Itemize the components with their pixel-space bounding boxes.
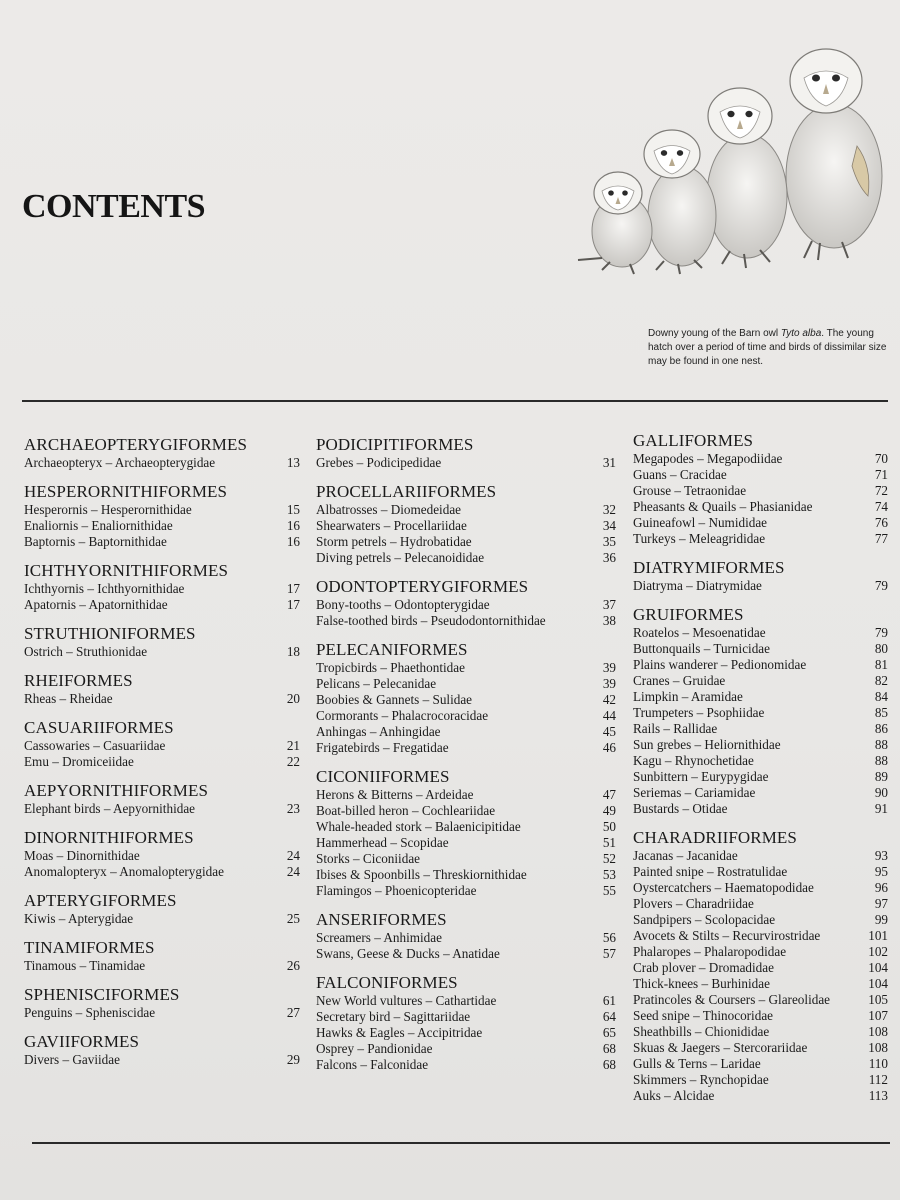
contents-entry <box>633 1088 888 1104</box>
family-name: Sun grebes – Heliornithidae <box>633 737 781 752</box>
page-number: 79 <box>874 578 888 593</box>
page-number: 56 <box>602 930 616 945</box>
page-number: 88 <box>874 753 888 768</box>
family-name: Ichthyornis – Ichthyornithidae <box>24 581 185 596</box>
family-name: Anomalopteryx – Anomalopterygidae <box>24 864 224 879</box>
family-name: Divers – Gaviidae <box>24 1052 120 1067</box>
order-section <box>316 767 616 899</box>
order-section <box>316 910 616 962</box>
family-name: False-toothed birds – Pseudodontornithidae <box>316 613 546 628</box>
page-number: 37 <box>602 597 616 612</box>
page-number: 95 <box>874 864 888 879</box>
family-name: Auks – Alcidae <box>633 1088 715 1103</box>
owl-chick-medium <box>644 130 716 274</box>
order-heading: SPHENISCIFORMES <box>24 985 180 1004</box>
contents-entry <box>633 785 888 801</box>
contents-entry <box>633 864 888 880</box>
order-section <box>24 1032 300 1068</box>
contents-entry <box>633 928 888 944</box>
page-number: 46 <box>602 740 616 755</box>
contents-entry <box>633 1040 888 1056</box>
family-name: Enaliornis – Enaliornithidae <box>24 518 173 533</box>
family-name: Osprey – Pandionidae <box>316 1041 433 1056</box>
order-heading: HESPERORNITHIFORMES <box>24 482 228 501</box>
contents-entry <box>316 819 616 835</box>
contents-entry <box>316 692 616 708</box>
page-number: 26 <box>286 958 300 973</box>
contents-entry <box>633 657 888 673</box>
page-number: 35 <box>602 534 616 549</box>
family-name: Penguins – Spheniscidae <box>24 1005 156 1020</box>
contents-entry <box>316 835 616 851</box>
order-section <box>24 985 300 1021</box>
contents-entry <box>633 848 888 864</box>
page-number: 16 <box>286 534 300 549</box>
family-name: Pelicans – Pelecanidae <box>316 676 437 691</box>
order-heading: ODONTOPTERYGIFORMES <box>316 577 529 596</box>
family-name: Bony-tooths – Odontopterygidae <box>316 597 490 612</box>
contents-entry <box>316 867 616 883</box>
contents-entry <box>24 518 300 534</box>
family-name: Secretary bird – Sagittariidae <box>316 1009 471 1024</box>
page-number: 24 <box>286 864 300 879</box>
page-number: 57 <box>602 946 616 961</box>
contents-entry <box>316 851 616 867</box>
contents-entry <box>316 455 616 471</box>
page-number: 96 <box>874 880 888 895</box>
page-number: 22 <box>286 754 300 769</box>
order-section <box>316 577 616 629</box>
contents-entry <box>316 946 616 962</box>
page-number: 82 <box>874 673 888 688</box>
contents-entry <box>316 1057 616 1073</box>
contents-entry <box>316 502 616 518</box>
family-name: Cassowaries – Casuariidae <box>24 738 166 753</box>
contents-entry <box>24 455 300 471</box>
contents-entry <box>316 597 616 613</box>
family-name: Albatrosses – Diomedeidae <box>316 502 462 517</box>
family-name: Hammerhead – Scopidae <box>316 835 449 850</box>
family-name: Flamingos – Phoenicopteridae <box>316 883 477 898</box>
contents-entry <box>316 613 616 629</box>
order-section <box>24 781 300 817</box>
contents-entry <box>633 705 888 721</box>
contents-entry <box>316 993 616 1009</box>
page-number: 89 <box>874 769 888 784</box>
page-number: 23 <box>286 801 300 816</box>
family-name: Storm petrels – Hydrobatidae <box>316 534 472 549</box>
order-heading: CHARADRIIFORMES <box>633 828 797 847</box>
top-divider <box>22 400 888 402</box>
contents-entry <box>633 451 888 467</box>
contents-entry <box>633 625 888 641</box>
page-number: 55 <box>602 883 616 898</box>
page-number: 49 <box>602 803 616 818</box>
order-section <box>633 828 888 1104</box>
contents-entry <box>633 1056 888 1072</box>
contents-entry <box>633 912 888 928</box>
family-name: Turkeys – Meleagrididae <box>633 531 766 546</box>
family-name: Archaeopteryx – Archaeopterygidae <box>24 455 216 470</box>
page-number: 81 <box>874 657 888 672</box>
contents-entry <box>316 660 616 676</box>
page-number: 47 <box>602 787 616 802</box>
family-name: Diving petrels – Pelecanoididae <box>316 550 485 565</box>
contents-entry <box>24 691 300 707</box>
family-name: Sunbittern – Eurypygidae <box>633 769 769 784</box>
contents-entry <box>633 896 888 912</box>
contents-entry <box>316 676 616 692</box>
family-name: Painted snipe – Rostratulidae <box>633 864 788 879</box>
order-heading: GRUIFORMES <box>633 605 744 624</box>
family-name: Tinamous – Tinamidae <box>24 958 146 973</box>
contents-entry <box>633 721 888 737</box>
page-number: 88 <box>874 737 888 752</box>
family-name: New World vultures – Cathartidae <box>316 993 497 1008</box>
page-number: 31 <box>602 455 616 470</box>
page-number: 42 <box>602 692 616 707</box>
caption-species-name: Tyto alba <box>780 328 822 339</box>
family-name: Falcons – Falconidae <box>316 1057 429 1072</box>
owl-chick-large <box>786 49 882 260</box>
page-number: 36 <box>602 550 616 565</box>
order-heading: ARCHAEOPTERYGIFORMES <box>24 435 248 454</box>
order-heading: ICHTHYORNITHIFORMES <box>24 561 229 580</box>
page-number: 107 <box>868 1008 888 1023</box>
contents-entry <box>633 769 888 785</box>
family-name: Herons & Bitterns – Ardeidae <box>316 787 474 802</box>
contents-entry <box>316 883 616 899</box>
owl-chick-small <box>578 172 652 274</box>
order-heading: RHEIFORMES <box>24 671 133 690</box>
page-number: 61 <box>602 993 616 1008</box>
contents-entry <box>633 737 888 753</box>
contents-entry <box>24 754 300 770</box>
bottom-divider <box>32 1142 890 1144</box>
contents-entry <box>316 1025 616 1041</box>
family-name: Frigatebirds – Fregatidae <box>316 740 449 755</box>
contents-entry <box>24 534 300 550</box>
family-name: Anhingas – Anhingidae <box>316 724 441 739</box>
family-name: Avocets & Stilts – Recurvirostridae <box>633 928 821 943</box>
page-number: 91 <box>874 801 888 816</box>
page-number: 16 <box>286 518 300 533</box>
family-name: Sandpipers – Scolopacidae <box>633 912 776 927</box>
contents-entry <box>633 578 888 594</box>
family-name: Ostrich – Struthionidae <box>24 644 148 659</box>
contents-entry <box>24 597 300 613</box>
family-name: Buttonquails – Turnicidae <box>633 641 771 656</box>
family-name: Emu – Dromiceiidae <box>24 754 134 769</box>
page-number: 110 <box>868 1056 888 1071</box>
page-number: 108 <box>868 1040 888 1055</box>
family-name: Seriemas – Cariamidae <box>633 785 756 800</box>
order-heading: GAVIIFORMES <box>24 1032 140 1051</box>
family-name: Grouse – Tetraonidae <box>633 483 747 498</box>
family-name: Plains wanderer – Pedionomidae <box>633 657 807 672</box>
order-section <box>316 482 616 566</box>
page-number: 70 <box>874 451 888 466</box>
order-heading: FALCONIFORMES <box>316 973 458 992</box>
page-number: 112 <box>868 1072 888 1087</box>
page-number: 104 <box>868 960 888 975</box>
family-name: Hawks & Eagles – Accipitridae <box>316 1025 483 1040</box>
family-name: Megapodes – Megapodiidae <box>633 451 783 466</box>
order-section <box>316 640 616 756</box>
page-number: 65 <box>602 1025 616 1040</box>
order-heading: TINAMIFORMES <box>24 938 155 957</box>
family-name: Jacanas – Jacanidae <box>633 848 738 863</box>
page-number: 90 <box>874 785 888 800</box>
order-section <box>633 558 888 594</box>
page-number: 24 <box>286 848 300 863</box>
family-name: Whale-headed stork – Balaenicipitidae <box>316 819 521 834</box>
family-name: Cormorants – Phalacrocoracidae <box>316 708 489 723</box>
page-number: 80 <box>874 641 888 656</box>
page-number: 84 <box>874 689 888 704</box>
family-name: Pheasants & Quails – Phasianidae <box>633 499 813 514</box>
contents-entry <box>633 1008 888 1024</box>
page-number: 104 <box>868 976 888 991</box>
contents-entry <box>633 515 888 531</box>
order-heading: CASUARIIFORMES <box>24 718 174 737</box>
contents-entry <box>24 801 300 817</box>
contents-column-2 <box>316 435 616 1084</box>
contents-entry <box>633 944 888 960</box>
order-section <box>633 431 888 547</box>
page-number: 105 <box>868 992 888 1007</box>
page-number: 32 <box>602 502 616 517</box>
page-number: 29 <box>286 1052 300 1067</box>
family-name: Grebes – Podicipedidae <box>316 455 442 470</box>
family-name: Roatelos – Mesoenatidae <box>633 625 766 640</box>
page-number: 39 <box>602 660 616 675</box>
contents-entry <box>633 976 888 992</box>
order-section <box>633 605 888 817</box>
contents-entry <box>24 738 300 754</box>
page-number: 86 <box>874 721 888 736</box>
barn-owl-chicks-illustration <box>572 36 892 281</box>
contents-entry <box>633 673 888 689</box>
page-number: 34 <box>602 518 616 533</box>
family-name: Elephant birds – Aepyornithidae <box>24 801 196 816</box>
order-section <box>24 624 300 660</box>
page-number: 79 <box>874 625 888 640</box>
family-name: Crab plover – Dromadidae <box>633 960 774 975</box>
page-number: 77 <box>874 531 888 546</box>
contents-entry <box>316 534 616 550</box>
contents-entry <box>633 483 888 499</box>
order-heading: ANSERIFORMES <box>316 910 447 929</box>
family-name: Moas – Dinornithidae <box>24 848 140 863</box>
family-name: Diatryma – Diatrymidae <box>633 578 762 593</box>
owl-chick-medium-large <box>707 88 787 268</box>
family-name: Bustards – Otidae <box>633 801 728 816</box>
contents-entry <box>316 787 616 803</box>
order-heading: DINORNITHIFORMES <box>24 828 194 847</box>
contents-entry <box>633 992 888 1008</box>
order-section <box>24 561 300 613</box>
page-number: 71 <box>874 467 888 482</box>
page-title: CONTENTS <box>22 188 206 225</box>
contents-entry <box>633 689 888 705</box>
order-section <box>24 938 300 974</box>
order-heading: STRUTHIONIFORMES <box>24 624 196 643</box>
family-name: Gulls & Terns – Laridae <box>633 1056 761 1071</box>
order-section <box>24 482 300 550</box>
contents-entry <box>633 753 888 769</box>
page-number: 25 <box>286 911 300 926</box>
order-section <box>316 435 616 471</box>
page-number: 44 <box>602 708 616 723</box>
family-name: Seed snipe – Thinocoridae <box>633 1008 774 1023</box>
page-number: 38 <box>602 613 616 628</box>
family-name: Kiwis – Apterygidae <box>24 911 134 926</box>
order-section <box>316 973 616 1073</box>
contents-column-1 <box>24 435 300 1079</box>
contents-entry <box>633 960 888 976</box>
family-name: Rails – Rallidae <box>633 721 718 736</box>
page-number: 39 <box>602 676 616 691</box>
order-heading: CICONIIFORMES <box>316 767 450 786</box>
family-name: Pratincoles & Coursers – Glareolidae <box>633 992 831 1007</box>
page-number: 108 <box>868 1024 888 1039</box>
contents-entry <box>24 1005 300 1021</box>
page-number: 74 <box>874 499 888 514</box>
page-number: 18 <box>286 644 300 659</box>
family-name: Cranes – Gruidae <box>633 673 726 688</box>
family-name: Baptornis – Baptornithidae <box>24 534 167 549</box>
contents-entry <box>24 958 300 974</box>
contents-entry <box>316 740 616 756</box>
contents-entry <box>633 880 888 896</box>
family-name: Boat-billed heron – Cochleariidae <box>316 803 496 818</box>
page-number: 50 <box>602 819 616 834</box>
order-heading: APTERYGIFORMES <box>24 891 177 910</box>
family-name: Swans, Geese & Ducks – Anatidae <box>316 946 500 961</box>
family-name: Apatornis – Apatornithidae <box>24 597 168 612</box>
page-number: 27 <box>286 1005 300 1020</box>
page-number: 93 <box>874 848 888 863</box>
family-name: Boobies & Gannets – Sulidae <box>316 692 473 707</box>
contents-entry <box>633 467 888 483</box>
page-number: 72 <box>874 483 888 498</box>
contents-entry <box>24 644 300 660</box>
family-name: Plovers – Charadriidae <box>633 896 754 911</box>
family-name: Trumpeters – Psophiidae <box>633 705 765 720</box>
caption-text-after: . The young hatch over a period of time and birds of dissimilar size may be found in one nest. <box>648 328 887 367</box>
contents-entry <box>633 801 888 817</box>
contents-entry <box>316 803 616 819</box>
page-number: 113 <box>868 1088 888 1103</box>
caption-text-before: Downy young of the Barn owl <box>648 328 781 339</box>
contents-column-3 <box>633 431 888 1115</box>
order-heading: PODICIPITIFORMES <box>316 435 474 454</box>
family-name: Rheas – Rheidae <box>24 691 113 706</box>
page-number: 17 <box>286 597 300 612</box>
contents-entry <box>316 708 616 724</box>
order-heading: PELECANIFORMES <box>316 640 468 659</box>
order-heading: AEPYORNITHIFORMES <box>24 781 208 800</box>
contents-entry <box>633 641 888 657</box>
page-number: 68 <box>602 1057 616 1072</box>
contents-entry <box>24 911 300 927</box>
family-name: Limpkin – Aramidae <box>633 689 743 704</box>
family-name: Guineafowl – Numididae <box>633 515 768 530</box>
family-name: Storks – Ciconiidae <box>316 851 421 866</box>
order-heading: DIATRYMIFORMES <box>633 558 785 577</box>
contents-entry <box>316 518 616 534</box>
contents-entry <box>24 1052 300 1068</box>
contents-entry <box>633 499 888 515</box>
family-name: Hesperornis – Hesperornithidae <box>24 502 192 517</box>
contents-entry <box>316 1041 616 1057</box>
page-number: 51 <box>602 835 616 850</box>
family-name: Kagu – Rhynochetidae <box>633 753 754 768</box>
contents-entry <box>633 1024 888 1040</box>
order-section <box>24 435 300 471</box>
order-section <box>24 828 300 880</box>
page-number: 17 <box>286 581 300 596</box>
contents-entry <box>316 550 616 566</box>
page-number: 20 <box>286 691 300 706</box>
page-number: 21 <box>286 738 300 753</box>
contents-entry <box>24 581 300 597</box>
page-number: 102 <box>868 944 888 959</box>
page-number: 45 <box>602 724 616 739</box>
page-number: 85 <box>874 705 888 720</box>
family-name: Tropicbirds – Phaethontidae <box>316 660 465 675</box>
page-number: 13 <box>286 455 300 470</box>
contents-entry <box>633 531 888 547</box>
page-number: 68 <box>602 1041 616 1056</box>
family-name: Phalaropes – Phalaropodidae <box>633 944 787 959</box>
contents-entry <box>24 848 300 864</box>
family-name: Guans – Cracidae <box>633 467 727 482</box>
page-number: 15 <box>286 502 300 517</box>
family-name: Skuas & Jaegers – Stercorariidae <box>633 1040 808 1055</box>
page-number: 99 <box>874 912 888 927</box>
page-number: 52 <box>602 851 616 866</box>
family-name: Skimmers – Rynchopidae <box>633 1072 769 1087</box>
family-name: Sheathbills – Chionididae <box>633 1024 770 1039</box>
order-heading: GALLIFORMES <box>633 431 754 450</box>
page-number: 101 <box>868 928 888 943</box>
order-section <box>24 671 300 707</box>
page-number: 76 <box>874 515 888 530</box>
contents-entry <box>316 930 616 946</box>
family-name: Ibises & Spoonbills – Threskiornithidae <box>316 867 527 882</box>
contents-entry <box>316 1009 616 1025</box>
family-name: Oystercatchers – Haematopodidae <box>633 880 814 895</box>
page-number: 53 <box>602 867 616 882</box>
contents-entry <box>24 502 300 518</box>
page-number: 64 <box>602 1009 616 1024</box>
contents-entry <box>24 864 300 880</box>
family-name: Screamers – Anhimidae <box>316 930 442 945</box>
family-name: Thick-knees – Burhinidae <box>633 976 770 991</box>
contents-entry <box>633 1072 888 1088</box>
contents-entry <box>316 724 616 740</box>
illustration-caption <box>648 327 893 369</box>
order-section <box>24 891 300 927</box>
page-number: 97 <box>874 896 888 911</box>
order-heading: PROCELLARIIFORMES <box>316 482 497 501</box>
order-section <box>24 718 300 770</box>
family-name: Shearwaters – Procellariidae <box>316 518 467 533</box>
